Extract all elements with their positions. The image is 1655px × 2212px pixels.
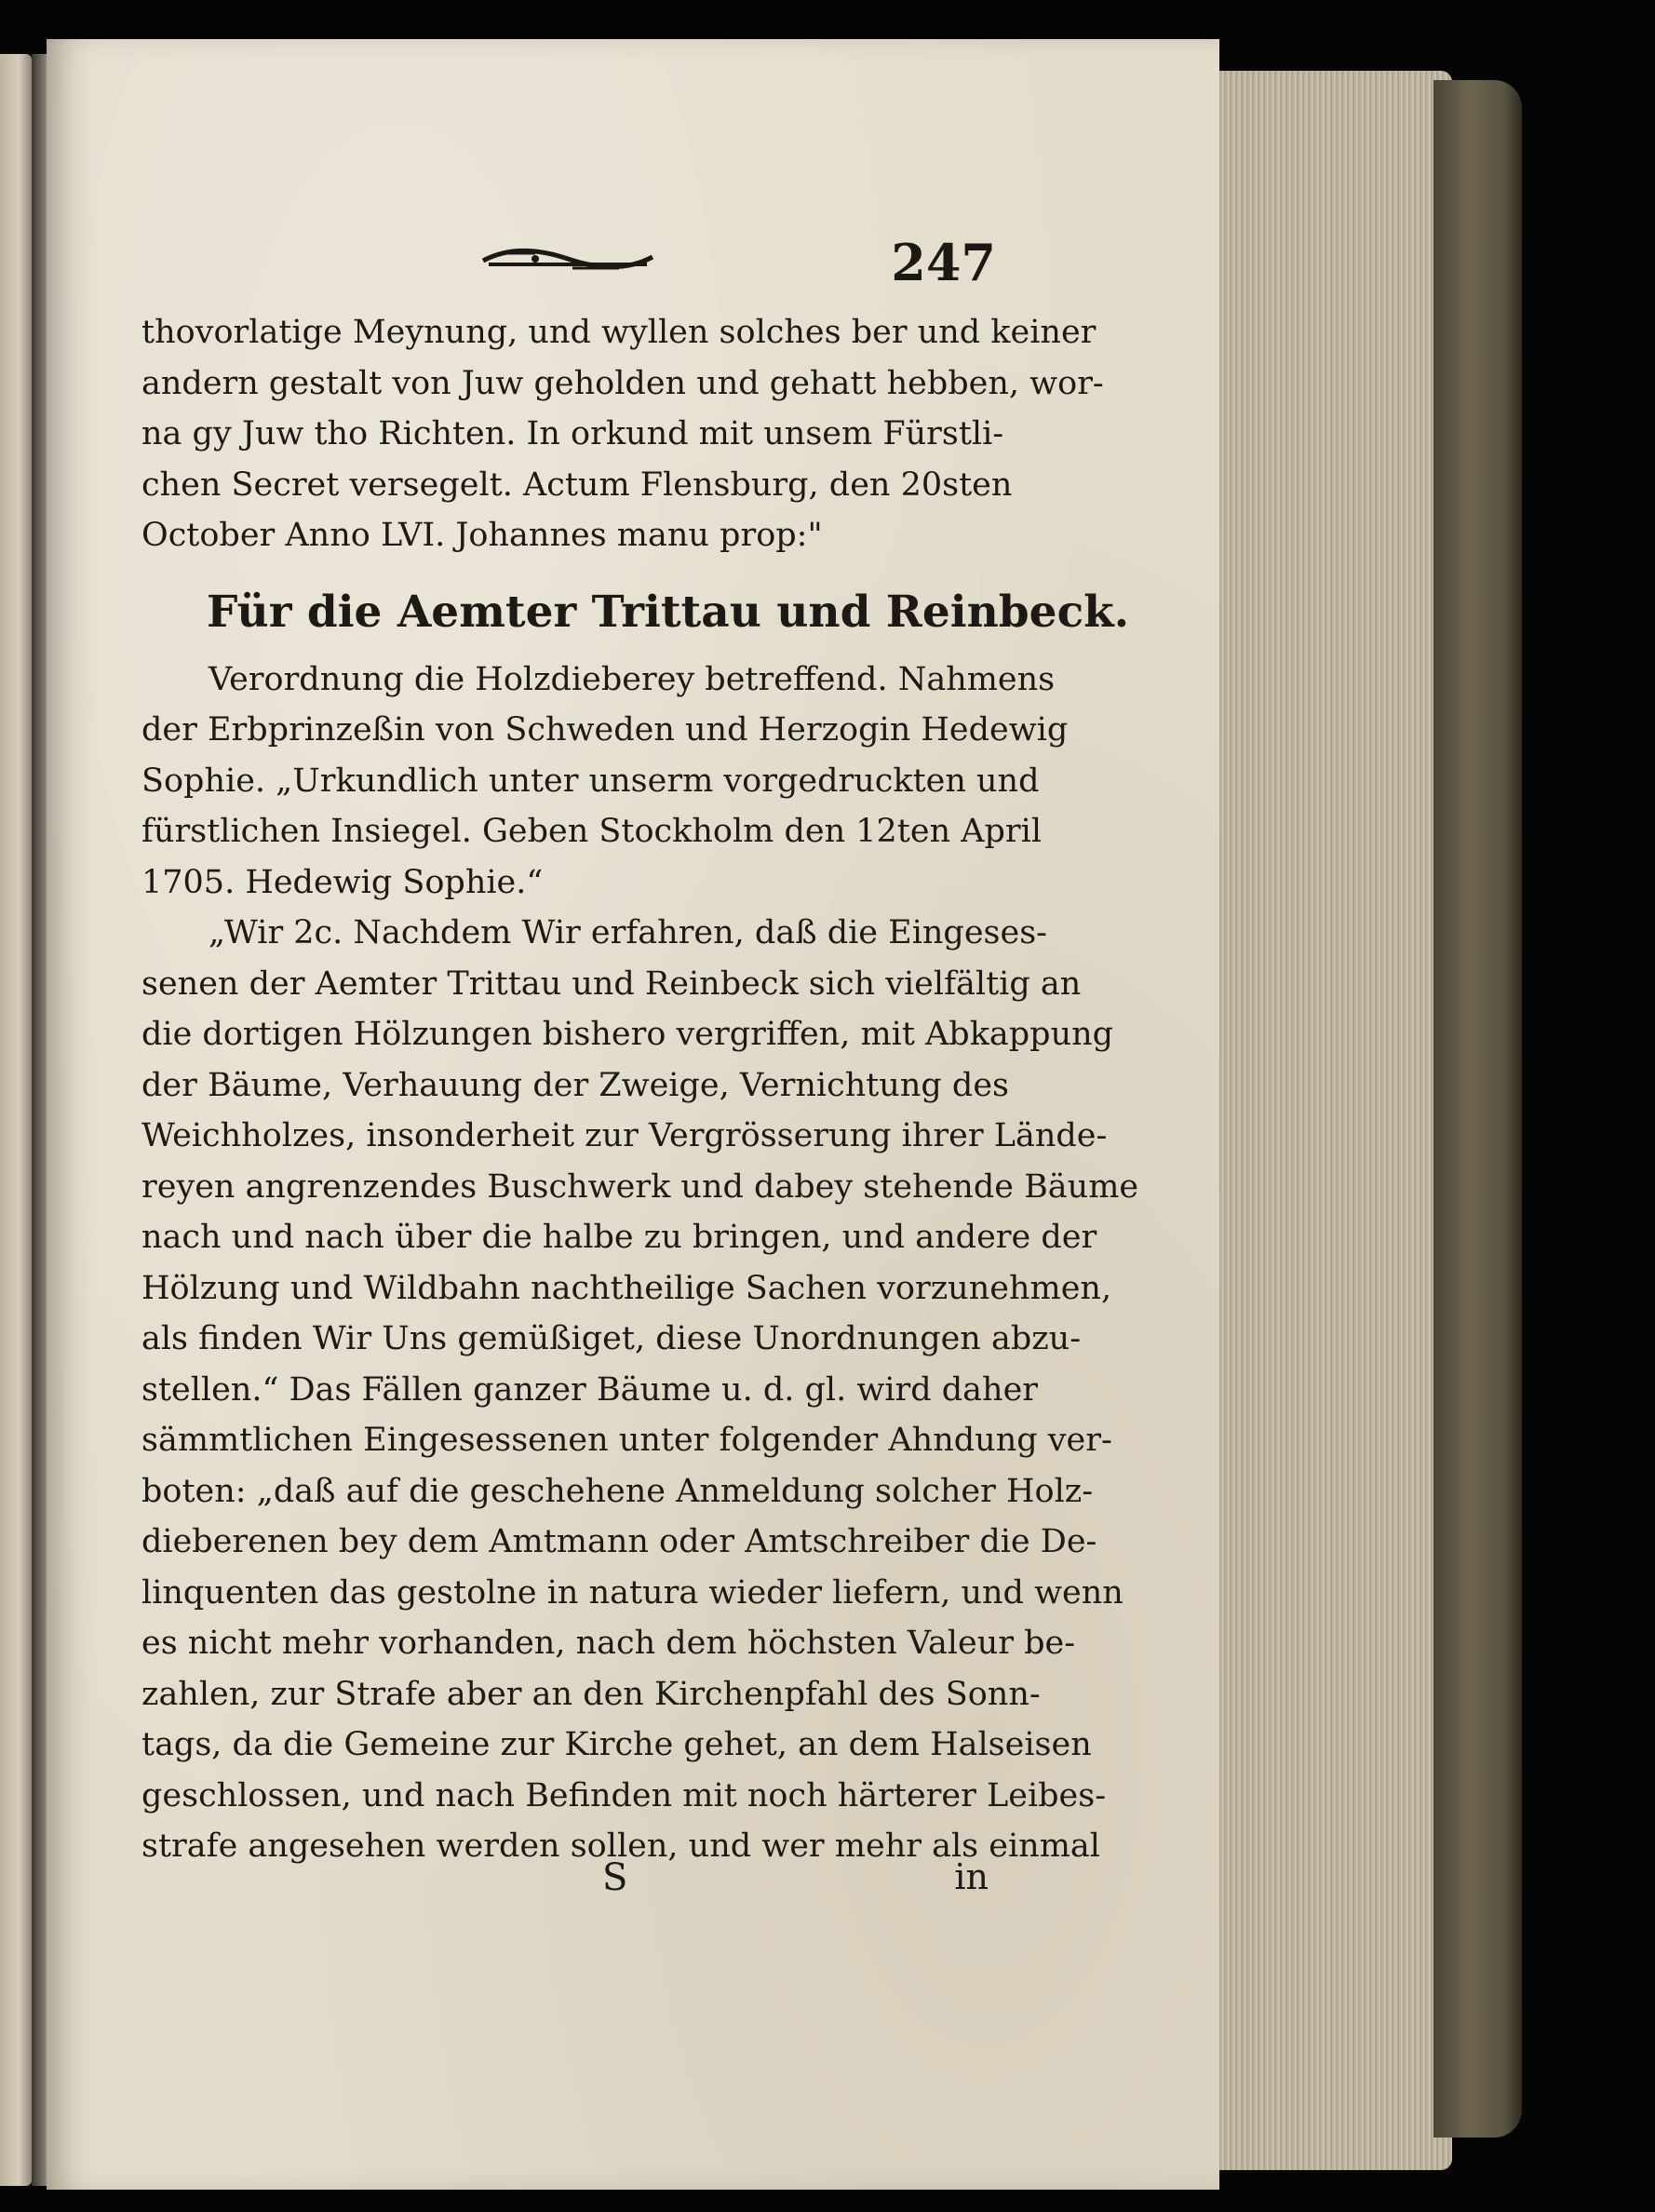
text-line: die dortigen Hölzungen bishero vergriffen, mit Abkappung bbox=[141, 1016, 1114, 1053]
header-ornament-icon bbox=[479, 240, 656, 277]
signature-mark: S bbox=[602, 1856, 628, 1899]
text-line: geschlossen, und nach Befinden mit noch härterer Leibes- bbox=[141, 1776, 1107, 1814]
text-line: sämmtlichen Eingesessenen unter folgender Ahndung ver- bbox=[141, 1422, 1112, 1459]
page-footer bbox=[141, 1853, 989, 1909]
text-line: der Erbprinzeßin von Schweden und Herzogin Hedewig bbox=[141, 711, 1069, 749]
page-text bbox=[141, 307, 1139, 1872]
page-header bbox=[479, 233, 996, 292]
text-line: boten: „daß auf die geschehene Anmeldung solcher Holz- bbox=[141, 1472, 1094, 1510]
text-line: na gy Juw tho Richten. In orkund mit unsem Fürstli- bbox=[141, 415, 1004, 452]
text-line: es nicht mehr vorhanden, nach dem höchsten Valeur be- bbox=[141, 1625, 1076, 1662]
text-line: strafe angesehen werden sollen, und wer mehr als einmal bbox=[141, 1828, 1100, 1865]
text-line: stellen.“ Das Fällen ganzer Bäume u. d. gl. wird daher bbox=[141, 1370, 1039, 1409]
text-line: October Anno LVI. Johannes manu prop:" bbox=[141, 517, 823, 554]
text-line: fürstlichen Insiegel. Geben Stockholm den 12ten April bbox=[141, 813, 1043, 850]
text-line: thovorlatige Meynung, und wyllen solches ber und keiner bbox=[141, 314, 1097, 351]
text-line: linquenten das gestolne in natura wieder liefern, und wenn bbox=[141, 1573, 1124, 1612]
text-line: „Wir 2c. Nachdem Wir erfahren, daß die Eingeses- bbox=[209, 914, 1048, 951]
book-cover-edge bbox=[1433, 80, 1522, 2138]
catchword: in bbox=[954, 1856, 989, 1897]
text-line: tags, da die Gemeine zur Kirche gehet, an dem Halseisen bbox=[141, 1726, 1092, 1763]
text-line: Verordnung die Holzdieberey betreffend. Nahmens bbox=[209, 660, 1056, 698]
text-line: der Bäume, Verhauung der Zweige, Vernichtung des bbox=[141, 1066, 1009, 1104]
text-line: senen der Aemter Trittau und Reinbeck sich vielfältig an bbox=[141, 964, 1082, 1003]
text-line: chen Secret versegelt. Actum Flensburg, den 20sten bbox=[141, 465, 1013, 504]
text-line: Hölzung und Wildbahn nachtheilige Sachen vorzunehmen, bbox=[141, 1269, 1112, 1307]
page-number: 247 bbox=[891, 233, 996, 292]
text-line: Sophie. „Urkundlich unter unserm vorgedruckten und bbox=[141, 762, 1040, 800]
left-page-edge bbox=[0, 54, 32, 2186]
text-line: nach und nach über die halbe zu bringen, und andere der bbox=[141, 1219, 1097, 1256]
text-line: andern gestalt von Juw geholden und gehatt hebben, wor- bbox=[141, 364, 1104, 402]
text-line: 1705. Hedewig Sophie.“ bbox=[141, 863, 544, 901]
text-line: als finden Wir Uns gemüßiget, diese Unordnungen abzu- bbox=[141, 1320, 1082, 1357]
text-line: Weichholzes, insonderheit zur Vergrösserung ihrer Lände- bbox=[141, 1117, 1108, 1154]
text-line: zahlen, zur Strafe aber an den Kirchenpfahl des Sonn- bbox=[141, 1675, 1041, 1713]
page-edges bbox=[1210, 71, 1452, 2170]
text-line: dieberenen bey dem Amtmann oder Amtschreiber die De- bbox=[141, 1523, 1097, 1560]
text-line: reyen angrenzendes Buschwerk und dabey stehende Bäume bbox=[141, 1167, 1139, 1206]
section-heading: Für die Aemter Trittau und Reinbeck. bbox=[207, 586, 1130, 638]
